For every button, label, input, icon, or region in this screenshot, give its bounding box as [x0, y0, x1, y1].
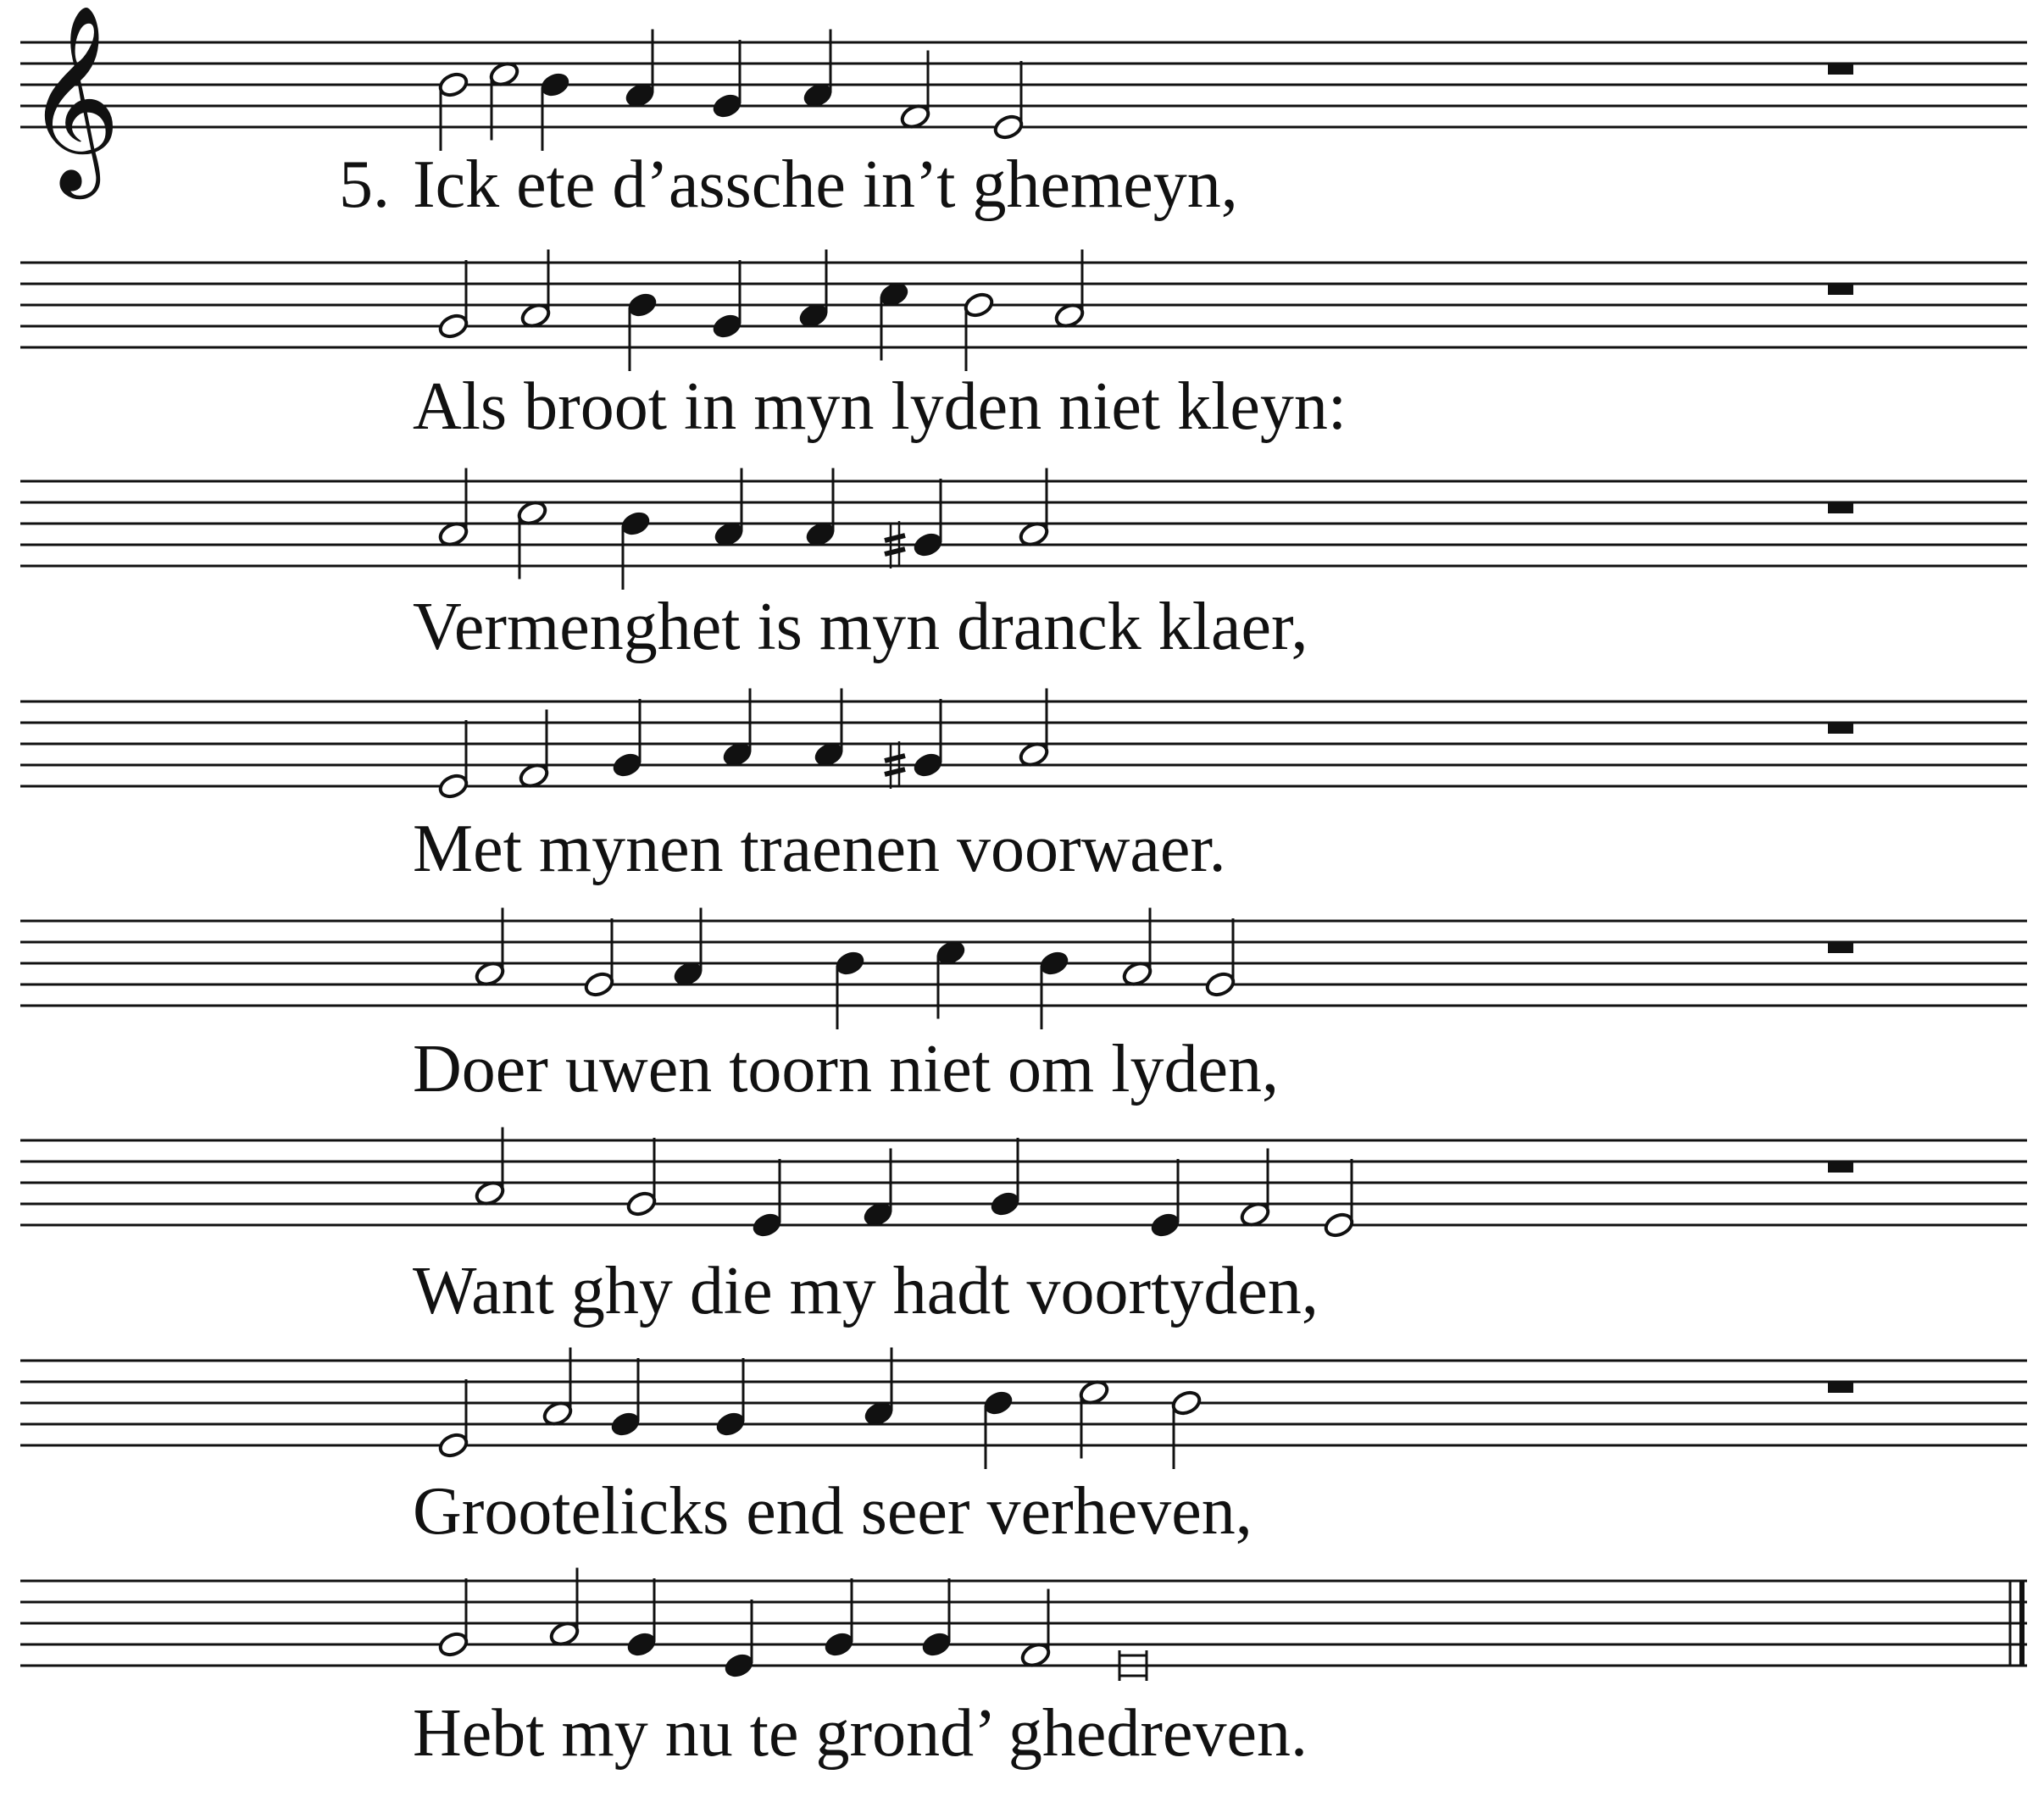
- quarter-note: [626, 291, 658, 319]
- half-note: [625, 1189, 658, 1217]
- half-rest: [1828, 1162, 1853, 1173]
- half-rest: [1828, 502, 1853, 513]
- quarter-note: [834, 949, 866, 977]
- lyric-line-6: Want ghy die my hadt voortyden,: [413, 1254, 1319, 1328]
- quarter-note: [609, 1410, 642, 1438]
- half-note: [583, 970, 615, 998]
- half-note: [437, 772, 469, 800]
- quarter-note: [912, 530, 944, 558]
- quarter-note: [982, 1389, 1014, 1417]
- half-note: [963, 291, 995, 319]
- quarter-note: [539, 70, 571, 98]
- sharp-icon: [885, 756, 905, 761]
- quarter-note: [989, 1189, 1021, 1217]
- lyric-line-3: Vermenghet is myn dranck klaer,: [413, 590, 1308, 664]
- quarter-note: [723, 1651, 755, 1679]
- half-rest: [1828, 942, 1853, 953]
- half-note: [437, 1431, 469, 1459]
- treble-clef-icon: 𝄞: [25, 3, 121, 191]
- half-rest: [1828, 723, 1853, 734]
- quarter-note: [619, 509, 652, 537]
- quarter-note: [714, 1410, 747, 1438]
- sharp-icon: [885, 769, 905, 774]
- sharp-icon: [885, 535, 905, 541]
- lyric-line-1: Ick ete d’assche in’t ghemeyn,: [413, 147, 1238, 222]
- half-note: [992, 113, 1025, 141]
- quarter-note: [751, 1211, 783, 1239]
- lyric-line-8: Hebt my nu te grond’ ghedreven.: [413, 1696, 1308, 1771]
- verse-number: 5.: [339, 147, 390, 222]
- half-rest: [1828, 64, 1853, 75]
- quarter-note: [912, 751, 944, 779]
- lyric-line-2: Als broot in myn lyden niet kleyn:: [413, 369, 1347, 444]
- half-note: [437, 312, 469, 340]
- sharp-icon: [885, 549, 905, 554]
- half-note: [437, 70, 469, 98]
- quarter-note: [920, 1630, 953, 1658]
- half-note: [1170, 1389, 1203, 1417]
- quarter-note: [711, 312, 743, 340]
- quarter-note: [1149, 1211, 1181, 1239]
- quarter-note: [711, 91, 743, 119]
- half-note: [1204, 970, 1236, 998]
- quarter-note: [625, 1630, 658, 1658]
- half-note: [437, 1630, 469, 1658]
- lyric-line-7: Grootelicks end seer verheven,: [413, 1474, 1253, 1549]
- lyric-line-4: Met mynen traenen voorwaer.: [413, 812, 1226, 886]
- quarter-note: [611, 751, 643, 779]
- quarter-note: [1038, 949, 1070, 977]
- half-rest: [1828, 284, 1853, 295]
- lyric-line-5: Doer uwen toorn niet om lyden,: [413, 1032, 1279, 1106]
- quarter-note: [823, 1630, 855, 1658]
- half-note: [1323, 1211, 1355, 1239]
- half-rest: [1828, 1382, 1853, 1393]
